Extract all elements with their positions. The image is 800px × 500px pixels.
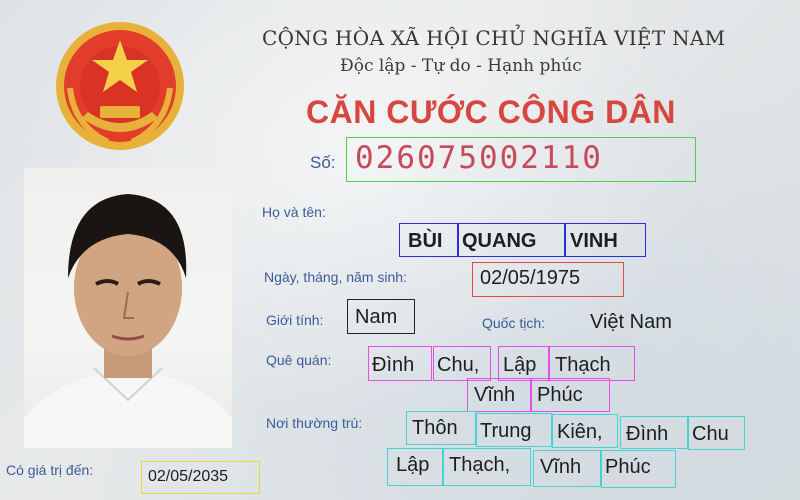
portrait-photo — [24, 168, 232, 448]
name-word: QUANG — [462, 230, 537, 252]
nationality-label: Quốc tịch: — [482, 315, 546, 331]
national-motto: Độc lập - Tự do - Hạnh phúc — [340, 56, 582, 76]
residence-word: Lập — [396, 454, 430, 476]
residence-word: Đình — [626, 423, 669, 445]
expiry-value: 02/05/2035 — [148, 468, 229, 485]
name-word: VINH — [570, 230, 618, 252]
hometown-word: Lập — [503, 354, 537, 376]
hometown-word: Thạch — [555, 354, 611, 376]
name-word: BÙI — [408, 230, 443, 252]
hometown-word: Chu, — [437, 354, 480, 376]
hometown-word: Đình — [372, 354, 415, 376]
national-emblem-icon — [52, 18, 188, 154]
residence-word: Chu — [692, 423, 729, 445]
sex-value: Nam — [355, 306, 398, 328]
card-title: CĂN CƯỚC CÔNG DÂN — [306, 94, 676, 130]
residence-word: Trung — [480, 420, 532, 442]
nationality-value: Việt Nam — [590, 311, 672, 333]
expiry-label: Có giá trị đến: — [6, 462, 94, 478]
residence-word: Thôn — [412, 417, 458, 439]
full-name-label: Họ và tên: — [262, 204, 326, 220]
residence-word: Phúc — [605, 456, 651, 478]
residence-word: Kiên, — [557, 421, 603, 443]
portrait-icon — [24, 168, 232, 448]
residence-word: Vĩnh — [540, 456, 582, 478]
residence-label: Nơi thường trú: — [266, 415, 363, 431]
dob-value: 02/05/1975 — [480, 267, 581, 289]
id-number-label: Số: — [310, 153, 336, 172]
hometown-word: Phúc — [537, 384, 583, 406]
dob-label: Ngày, tháng, năm sinh: — [264, 269, 407, 285]
sex-label: Giới tính: — [266, 312, 324, 328]
nation-name: CỘNG HÒA XÃ HỘI CHỦ NGHĨA VIỆT NAM — [262, 26, 726, 50]
id-number-value: 026075002110 — [355, 140, 603, 176]
hometown-label: Quê quán: — [266, 352, 332, 368]
hometown-word: Vĩnh — [474, 384, 516, 406]
residence-word: Thạch, — [449, 454, 511, 476]
